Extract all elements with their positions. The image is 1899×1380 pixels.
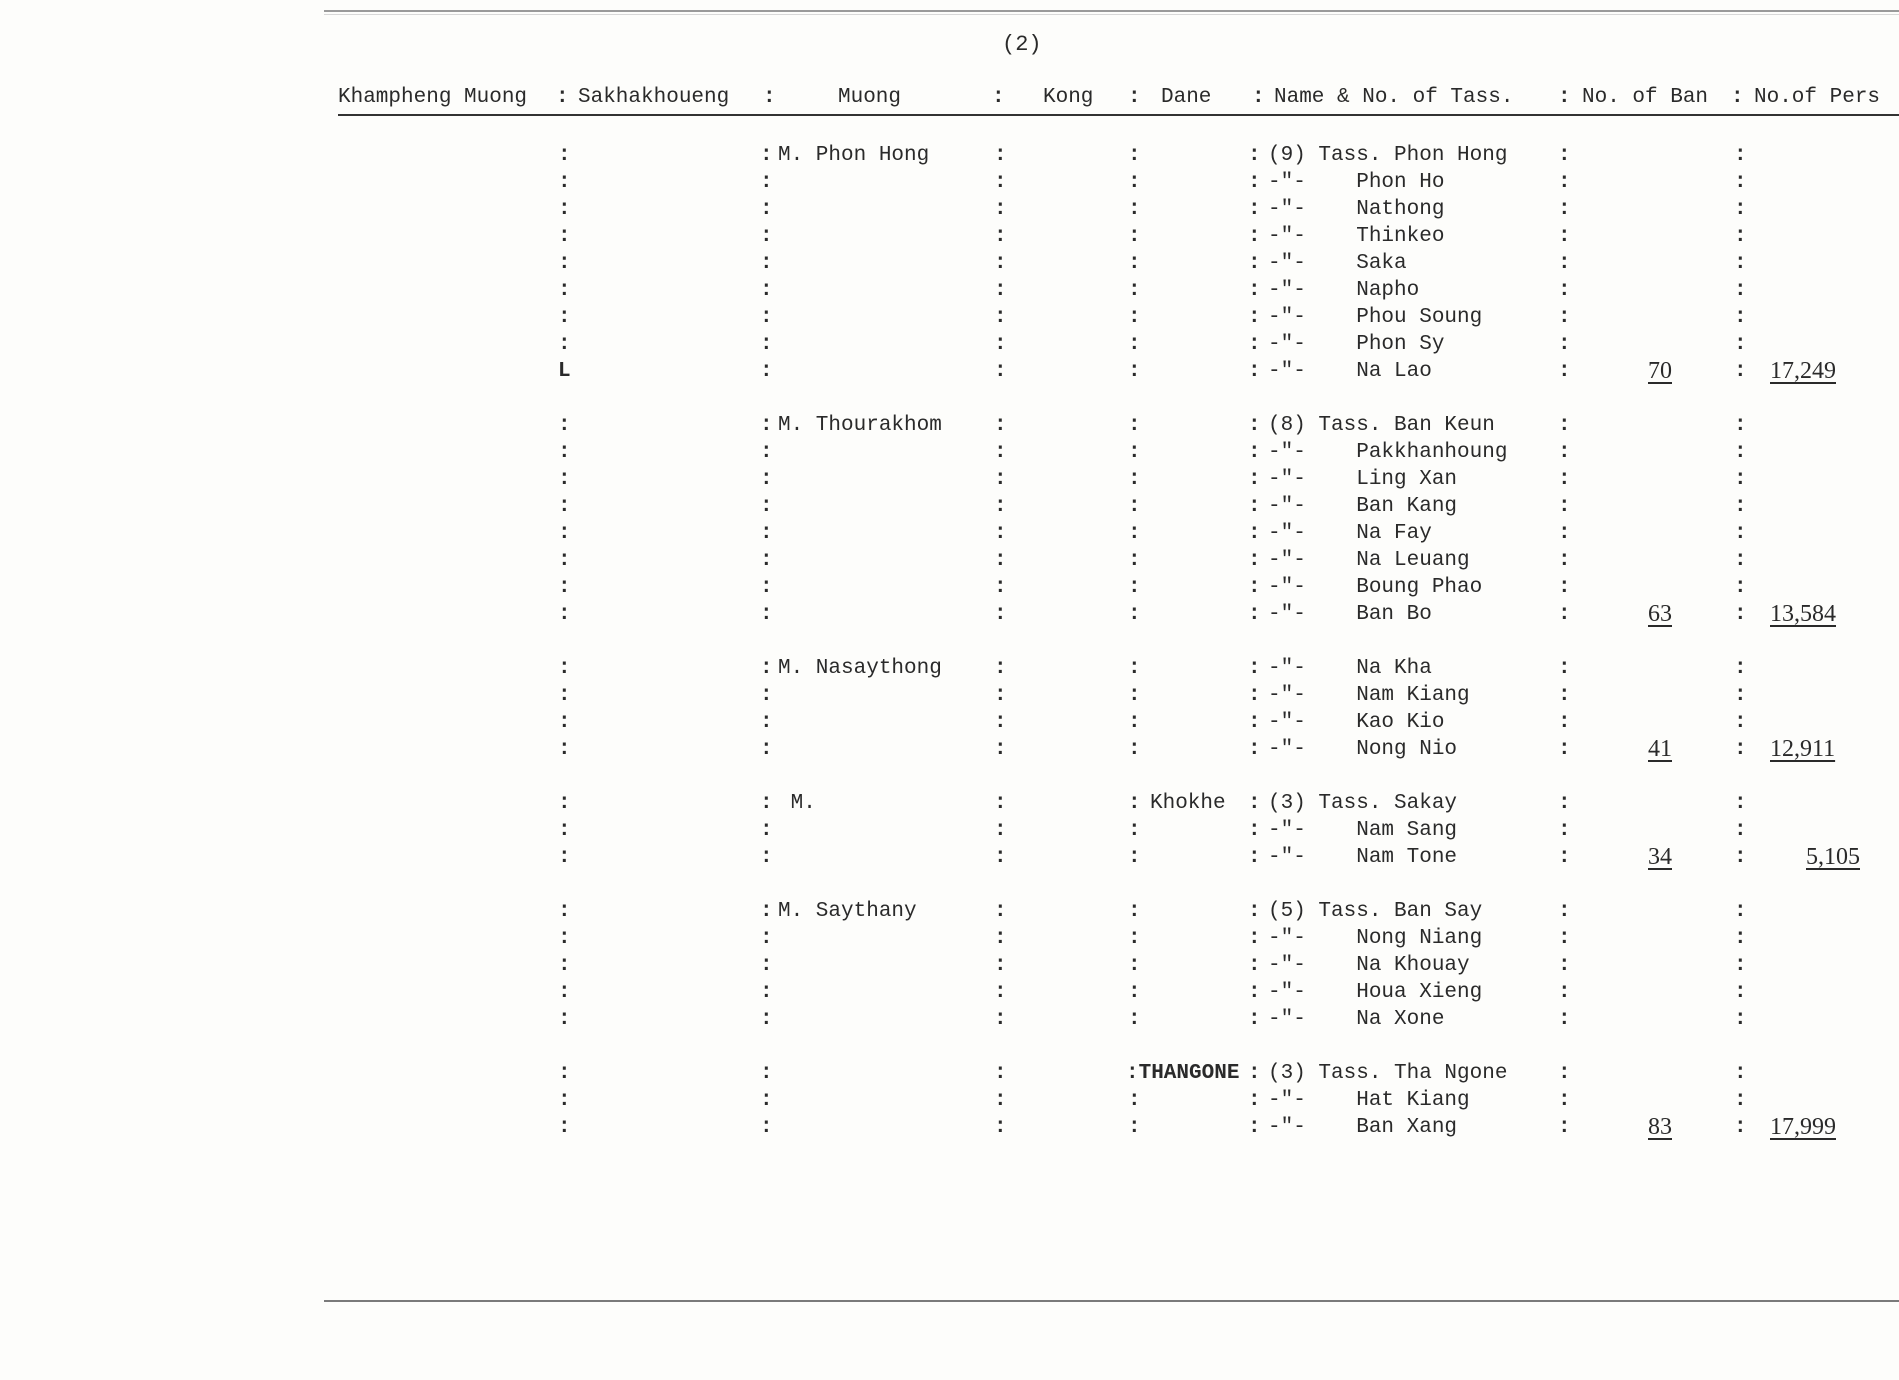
separator-colon: : (1248, 333, 1261, 356)
separator-colon: : (1558, 360, 1571, 383)
separator-colon: : (1558, 252, 1571, 275)
separator-colon: : (1558, 306, 1571, 329)
top-rule-shadow (324, 14, 1899, 15)
separator-colon: : (760, 360, 773, 383)
no-of-pers-cell: 17,249 (1770, 358, 1836, 384)
separator-colon: : (760, 738, 773, 761)
separator-colon: : (558, 198, 571, 221)
separator-colon: : (1248, 468, 1261, 491)
separator-colon: : (1128, 576, 1141, 599)
separator-colon: : (760, 441, 773, 464)
tass-cell: (5) Tass. Ban Say (1268, 900, 1483, 923)
no-of-pers-cell: 13,584 (1770, 601, 1836, 627)
separator-colon: : (994, 333, 1007, 356)
header-muong: Muong (838, 86, 902, 109)
separator-colon: : (994, 198, 1007, 221)
separator-colon: : (1128, 549, 1141, 572)
separator-colon: : (1128, 144, 1141, 167)
separator-colon: : (1128, 360, 1141, 383)
separator-colon: : (1558, 225, 1571, 248)
tass-cell: -"- Saka (1268, 252, 1407, 275)
tass-cell: -"- Ban Kang (1268, 495, 1458, 518)
separator-colon: : (1128, 1089, 1141, 1112)
page-number: (2) (1002, 32, 1042, 57)
separator-colon: : (760, 225, 773, 248)
separator-colon: : (1248, 846, 1261, 869)
separator-colon: : (1128, 1008, 1141, 1031)
separator-colon: : (1734, 225, 1747, 248)
separator-colon: : (558, 684, 571, 707)
separator-colon: : (1558, 1008, 1571, 1031)
separator-colon: : (994, 684, 1007, 707)
separator-colon: : (1734, 846, 1747, 869)
separator-colon: : (994, 819, 1007, 842)
no-of-pers-cell: 17,999 (1770, 1114, 1836, 1140)
separator-colon: : (994, 549, 1007, 572)
separator-colon: : (1248, 1008, 1261, 1031)
no-of-pers-cell: 5,105 (1806, 844, 1860, 870)
separator-colon: : (1734, 1062, 1747, 1085)
separator-colon: : (1128, 252, 1141, 275)
separator-colon: : (1128, 414, 1141, 437)
separator-colon: : (1248, 900, 1261, 923)
separator-colon: : (994, 522, 1007, 545)
separator-colon: : (1248, 171, 1261, 194)
separator-colon: : (1248, 792, 1261, 815)
no-of-ban-cell: 83 (1648, 1114, 1672, 1140)
separator-colon: : (1734, 441, 1747, 464)
separator-colon: : (1128, 603, 1141, 626)
separator-colon: : (1558, 1062, 1571, 1085)
separator-colon: : (558, 468, 571, 491)
separator-colon: : (994, 414, 1007, 437)
tass-cell: -"- Pakkhanhoung (1268, 441, 1508, 464)
separator-colon: : (1248, 954, 1261, 977)
separator-colon: : (994, 738, 1007, 761)
separator-colon: : (1734, 792, 1747, 815)
separator-colon: : (760, 1008, 773, 1031)
separator-colon: : (1128, 927, 1141, 950)
separator-colon: : (558, 1116, 571, 1139)
separator-colon: : (1128, 819, 1141, 842)
separator-colon: : (1734, 1089, 1747, 1112)
separator-colon: : (558, 819, 571, 842)
separator-colon: : (1128, 522, 1141, 545)
separator-colon: : (558, 900, 571, 923)
header-sakhakhoueng: Sakhakhoueng (578, 86, 730, 109)
separator-colon: : (1734, 333, 1747, 356)
separator-colon: L (558, 360, 571, 383)
separator-colon: : (994, 603, 1007, 626)
separator-colon: : (1734, 954, 1747, 977)
tass-cell: -"- Kao Kio (1268, 711, 1445, 734)
separator-colon: : (558, 171, 571, 194)
separator-colon: : (994, 1116, 1007, 1139)
separator-colon: : (1734, 549, 1747, 572)
separator-colon: : (994, 981, 1007, 1004)
separator-colon: : (1128, 954, 1141, 977)
separator-colon: : (1558, 522, 1571, 545)
separator-colon: : (760, 414, 773, 437)
separator-colon: : (1248, 198, 1261, 221)
separator-colon: : (1734, 360, 1747, 383)
no-of-ban-cell: 70 (1648, 358, 1672, 384)
separator-colon: : (760, 522, 773, 545)
separator-colon: : (760, 846, 773, 869)
dane-cell: Khokhe (1150, 792, 1226, 815)
separator-colon: : (558, 846, 571, 869)
table-header (338, 86, 1899, 116)
separator-colon: : (558, 549, 571, 572)
separator-colon: : (1128, 846, 1141, 869)
separator-colon: : (994, 306, 1007, 329)
separator-colon: : (760, 279, 773, 302)
separator-colon: : (1248, 495, 1261, 518)
separator-colon: : (1248, 819, 1261, 842)
separator-colon: : (1558, 711, 1571, 734)
tass-cell: -"- Nathong (1268, 198, 1445, 221)
separator-colon: : (558, 522, 571, 545)
header-sep: : (992, 86, 1005, 109)
separator-colon: : (558, 954, 571, 977)
separator-colon: : (1128, 711, 1141, 734)
separator-colon: : (558, 738, 571, 761)
separator-colon: : (1558, 549, 1571, 572)
tass-cell: -"- Napho (1268, 279, 1420, 302)
separator-colon: : (1248, 252, 1261, 275)
separator-colon: : (1558, 657, 1571, 680)
separator-colon: : (760, 306, 773, 329)
separator-colon: : (1128, 279, 1141, 302)
separator-colon: : (1128, 225, 1141, 248)
separator-colon: : (558, 576, 571, 599)
bottom-rule (324, 1300, 1899, 1302)
header-sep: : (1558, 86, 1571, 109)
separator-colon: : (1734, 603, 1747, 626)
separator-colon: : (1248, 711, 1261, 734)
separator-colon: : (1558, 468, 1571, 491)
separator-colon: : (994, 279, 1007, 302)
separator-colon: : (1558, 846, 1571, 869)
separator-colon: : (1734, 981, 1747, 1004)
separator-colon: : (558, 441, 571, 464)
separator-colon: : (1734, 900, 1747, 923)
separator-colon: : (994, 846, 1007, 869)
separator-colon: : (994, 171, 1007, 194)
tass-cell: -"- Na Khouay (1268, 954, 1470, 977)
separator-colon: : (1558, 171, 1571, 194)
separator-colon: : (760, 576, 773, 599)
separator-colon: : (1734, 171, 1747, 194)
separator-colon: :THANGONE (1126, 1062, 1240, 1085)
separator-colon: : (1248, 225, 1261, 248)
separator-colon: : (558, 981, 571, 1004)
separator-colon: : (760, 981, 773, 1004)
separator-colon: : (1558, 819, 1571, 842)
separator-colon: : (1558, 576, 1571, 599)
separator-colon: : (1248, 360, 1261, 383)
header-underline (338, 114, 1899, 116)
tass-cell: -"- Thinkeo (1268, 225, 1445, 248)
separator-colon: : (1558, 792, 1571, 815)
separator-colon: : (994, 576, 1007, 599)
separator-colon: : (760, 144, 773, 167)
separator-colon: : (1128, 495, 1141, 518)
separator-colon: : (760, 900, 773, 923)
separator-colon: : (558, 495, 571, 518)
separator-colon: : (1558, 900, 1571, 923)
separator-colon: : (1128, 1116, 1141, 1139)
separator-colon: : (994, 144, 1007, 167)
separator-colon: : (1128, 684, 1141, 707)
tass-cell: -"- Nam Kiang (1268, 684, 1470, 707)
separator-colon: : (1248, 603, 1261, 626)
separator-colon: : (1734, 306, 1747, 329)
separator-colon: : (1248, 549, 1261, 572)
separator-colon: : (1248, 441, 1261, 464)
separator-colon: : (1128, 738, 1141, 761)
separator-colon: : (1734, 414, 1747, 437)
tass-cell: -"- Na Kha (1268, 657, 1432, 680)
separator-colon: : (1734, 684, 1747, 707)
separator-colon: : (994, 1062, 1007, 1085)
separator-colon: : (558, 657, 571, 680)
no-of-ban-cell: 63 (1648, 601, 1672, 627)
separator-colon: : (558, 792, 571, 815)
separator-colon: : (994, 360, 1007, 383)
separator-colon: : (760, 1062, 773, 1085)
separator-colon: : (1248, 576, 1261, 599)
separator-colon: : (994, 711, 1007, 734)
separator-colon: : (760, 1089, 773, 1112)
separator-colon: : (1734, 279, 1747, 302)
separator-colon: : (1734, 1116, 1747, 1139)
separator-colon: : (1248, 522, 1261, 545)
separator-colon: : (1128, 171, 1141, 194)
separator-colon: : (1128, 468, 1141, 491)
tass-cell: -"- Houa Xieng (1268, 981, 1483, 1004)
separator-colon: : (1128, 441, 1141, 464)
separator-colon: : (1248, 306, 1261, 329)
tass-cell: (9) Tass. Phon Hong (1268, 144, 1508, 167)
separator-colon: : (558, 144, 571, 167)
separator-colon: : (1248, 1062, 1261, 1085)
separator-colon: : (1558, 495, 1571, 518)
separator-colon: : (1128, 657, 1141, 680)
separator-colon: : (1128, 792, 1141, 815)
tass-cell: -"- Na Fay (1268, 522, 1432, 545)
tass-cell: (3) Tass. Tha Ngone (1268, 1062, 1508, 1085)
tass-cell: -"- Ban Bo (1268, 603, 1432, 626)
tass-cell: -"- Nam Tone (1268, 846, 1458, 869)
header-sep: : (763, 86, 776, 109)
separator-colon: : (1558, 684, 1571, 707)
tass-cell: -"- Phon Sy (1268, 333, 1445, 356)
separator-colon: : (760, 603, 773, 626)
separator-colon: : (1558, 333, 1571, 356)
separator-colon: : (1558, 198, 1571, 221)
separator-colon: : (760, 1116, 773, 1139)
separator-colon: : (1128, 900, 1141, 923)
separator-colon: : (994, 657, 1007, 680)
separator-colon: : (1734, 252, 1747, 275)
separator-colon: : (1558, 603, 1571, 626)
tass-cell: (8) Tass. Ban Keun (1268, 414, 1495, 437)
tass-cell: -"- Boung Phao (1268, 576, 1483, 599)
header-sep: : (1252, 86, 1265, 109)
header-kong: Kong (1043, 86, 1094, 109)
separator-colon: : (994, 792, 1007, 815)
separator-colon: : (558, 1062, 571, 1085)
separator-colon: : (1248, 144, 1261, 167)
separator-colon: : (1558, 144, 1571, 167)
separator-colon: : (760, 684, 773, 707)
no-of-pers-cell: 12,911 (1770, 736, 1836, 762)
separator-colon: : (994, 954, 1007, 977)
separator-colon: : (558, 1089, 571, 1112)
separator-colon: : (760, 657, 773, 680)
separator-colon: : (558, 333, 571, 356)
header-sep: : (1731, 86, 1744, 109)
separator-colon: : (558, 927, 571, 950)
separator-colon: : (558, 306, 571, 329)
separator-colon: : (760, 198, 773, 221)
muong-cell: M. (778, 792, 816, 815)
separator-colon: : (1734, 738, 1747, 761)
tass-cell: -"- Nam Sang (1268, 819, 1458, 842)
separator-colon: : (760, 711, 773, 734)
separator-colon: : (1128, 306, 1141, 329)
separator-colon: : (1734, 711, 1747, 734)
header-name-no-tass: Name & No. of Tass. (1274, 86, 1514, 109)
separator-colon: : (1248, 684, 1261, 707)
separator-colon: : (1558, 1089, 1571, 1112)
separator-colon: : (760, 495, 773, 518)
header-no-of-ban: No. of Ban (1582, 86, 1709, 109)
separator-colon: : (760, 333, 773, 356)
no-of-ban-cell: 34 (1648, 844, 1672, 870)
tass-cell: -"- Na Xone (1268, 1008, 1445, 1031)
separator-colon: : (760, 549, 773, 572)
separator-colon: : (1558, 738, 1571, 761)
separator-colon: : (1558, 1116, 1571, 1139)
separator-colon: : (994, 1089, 1007, 1112)
separator-colon: : (1248, 927, 1261, 950)
separator-colon: : (1558, 279, 1571, 302)
muong-cell: M. Saythany (778, 900, 917, 923)
tass-cell: -"- Na Leuang (1268, 549, 1470, 572)
separator-colon: : (1248, 1089, 1261, 1112)
separator-colon: : (1734, 1008, 1747, 1031)
separator-colon: : (994, 927, 1007, 950)
separator-colon: : (994, 495, 1007, 518)
separator-colon: : (558, 603, 571, 626)
separator-colon: : (1734, 144, 1747, 167)
separator-colon: : (760, 819, 773, 842)
separator-colon: : (760, 468, 773, 491)
header-dane: Dane (1161, 86, 1212, 109)
separator-colon: : (1734, 495, 1747, 518)
tass-cell: -"- Nong Nio (1268, 738, 1458, 761)
separator-colon: : (558, 225, 571, 248)
top-rule (324, 10, 1899, 12)
no-of-ban-cell: 41 (1648, 736, 1672, 762)
tass-cell: (3) Tass. Sakay (1268, 792, 1458, 815)
separator-colon: : (558, 711, 571, 734)
separator-colon: : (558, 279, 571, 302)
tass-cell: -"- Na Lao (1268, 360, 1432, 383)
separator-colon: : (1734, 468, 1747, 491)
separator-colon: : (1558, 414, 1571, 437)
tass-cell: -"- Nong Niang (1268, 927, 1483, 950)
separator-colon: : (1734, 927, 1747, 950)
separator-colon: : (1128, 198, 1141, 221)
separator-colon: : (1558, 981, 1571, 1004)
separator-colon: : (1128, 981, 1141, 1004)
separator-colon: : (994, 468, 1007, 491)
separator-colon: : (994, 441, 1007, 464)
separator-colon: : (760, 954, 773, 977)
separator-colon: : (1248, 414, 1261, 437)
separator-colon: : (1558, 441, 1571, 464)
separator-colon: : (558, 414, 571, 437)
separator-colon: : (1128, 333, 1141, 356)
tass-cell: -"- Phou Soung (1268, 306, 1483, 329)
separator-colon: : (994, 252, 1007, 275)
muong-cell: M. Nasaythong (778, 657, 942, 680)
tass-cell: -"- Ling Xan (1268, 468, 1458, 491)
muong-cell: M. Phon Hong (778, 144, 930, 167)
separator-colon: : (1734, 657, 1747, 680)
header-sep: : (556, 86, 569, 109)
separator-colon: : (1248, 738, 1261, 761)
separator-colon: : (1248, 1116, 1261, 1139)
header-sep: : (1128, 86, 1141, 109)
separator-colon: : (760, 927, 773, 950)
separator-colon: : (1734, 819, 1747, 842)
separator-colon: : (1558, 954, 1571, 977)
separator-colon: : (760, 171, 773, 194)
separator-colon: : (558, 1008, 571, 1031)
separator-colon: : (994, 1008, 1007, 1031)
separator-colon: : (1248, 981, 1261, 1004)
header-khampheng-muong: Khampheng Muong (338, 86, 528, 109)
separator-colon: : (994, 225, 1007, 248)
separator-colon: : (558, 252, 571, 275)
tass-cell: -"- Ban Xang (1268, 1116, 1458, 1139)
separator-colon: : (1734, 198, 1747, 221)
separator-colon: : (994, 900, 1007, 923)
muong-cell: M. Thourakhom (778, 414, 942, 437)
separator-colon: : (1558, 927, 1571, 950)
separator-colon: : (1734, 522, 1747, 545)
separator-colon: : (1248, 279, 1261, 302)
separator-colon: : (760, 252, 773, 275)
tass-cell: -"- Phon Ho (1268, 171, 1445, 194)
separator-colon: : (1248, 657, 1261, 680)
header-no-of-pers: No.of Pers (1754, 86, 1881, 109)
tass-cell: -"- Hat Kiang (1268, 1089, 1470, 1112)
separator-colon: : (760, 792, 773, 815)
separator-colon: : (1734, 576, 1747, 599)
